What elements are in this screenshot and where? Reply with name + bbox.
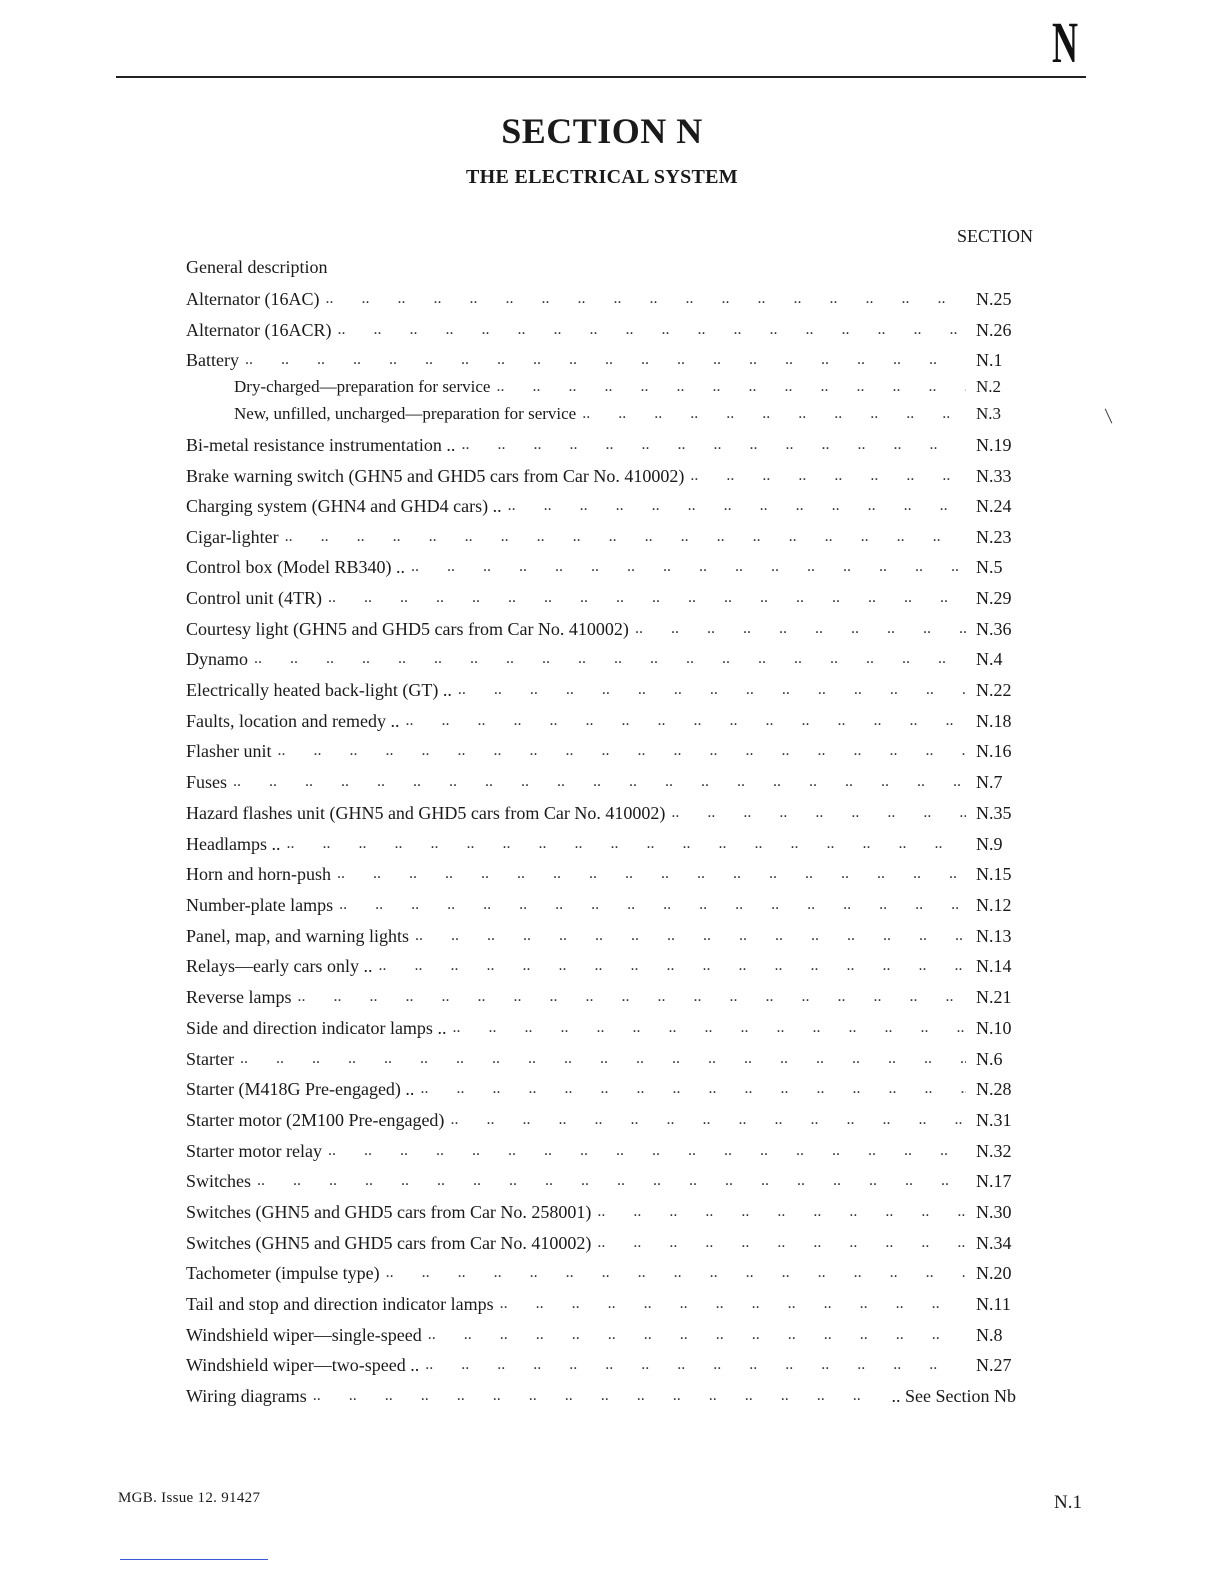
toc-entry-section-ref: N.8 [976,1325,1003,1345]
dot-leader [405,710,966,732]
toc-entry-section-ref: N.16 [976,741,1012,761]
toc-entry [186,430,1016,456]
toc-entry [186,315,1016,341]
dot-leader [245,349,966,371]
toc-entry-section-ref: N.24 [976,496,1012,516]
toc-entry [186,1136,1016,1162]
toc-entry [186,252,1016,278]
dot-leader [297,986,966,1008]
dot-leader [333,256,966,278]
toc-entry-label: Courtesy light (GHN5 and GHD5 cars from Car No. 410002) [186,619,629,639]
toc-entry [186,1166,1016,1192]
toc-entry-section-ref: N.14 [976,956,1012,976]
toc-entry-section-ref: N.5 [976,557,1003,577]
footer-page-number: N.1 [1054,1492,1082,1513]
toc-entry-label: Cigar-lighter [186,527,279,547]
toc-entry-section-ref: .. See Section Nb [891,1386,1016,1406]
toc-entry-section-ref: N.33 [976,466,1012,486]
toc-entry-section-ref: N.15 [976,864,1012,884]
dot-leader [597,1232,966,1254]
dot-leader [428,1324,966,1346]
toc-entry-section-ref: N.25 [976,289,1012,309]
toc-entry [186,1013,1016,1039]
toc-entry-label: Electrically heated back-light (GT) .. [186,680,452,700]
toc-entry-label: Starter motor (2M100 Pre-engaged) [186,1110,445,1130]
toc-entry-section-ref: N.21 [976,987,1012,1007]
toc-entry-label: Tachometer (impulse type) [186,1263,380,1283]
toc-entry [186,982,1016,1008]
dot-leader [285,526,966,548]
dot-leader [458,679,966,701]
dot-leader [240,1048,966,1070]
toc-entry-label: Starter motor relay [186,1141,322,1161]
toc-entry-label: Fuses [186,772,228,792]
section-column-heading: SECTION [957,226,1033,246]
toc-entry-section-ref: N.4 [976,649,1003,669]
toc-entry-section-ref: N.28 [976,1079,1012,1099]
toc-entry-section-ref: N.32 [976,1141,1012,1161]
toc-entry-section-ref: N.3 [976,404,1002,423]
toc-entry [186,921,1016,947]
toc-entry [186,461,1016,487]
toc-entry [186,345,1016,371]
toc-entry-section-ref: N.20 [976,1263,1012,1283]
toc-entry [186,1350,1016,1376]
footer-link-underline [120,1559,268,1560]
dot-leader [415,925,966,947]
toc-entry-label: Headlamps .. [186,834,281,854]
dot-leader [690,465,966,487]
dot-leader [582,403,966,425]
dot-leader [337,319,966,341]
toc-entry-section-ref: N.11 [976,1294,1011,1314]
toc-entry [186,1258,1016,1284]
dot-leader [386,1262,966,1284]
toc-entry-label: Dry-charged—preparation for service [234,377,491,396]
toc-entry-section-ref: N.23 [976,527,1012,547]
toc-entry-label: Control unit (4TR) [186,588,322,608]
toc-entry [186,491,1016,517]
toc-entry-section-ref: N.12 [976,895,1012,915]
toc-entry-label: Alternator (16ACR) [186,320,332,340]
toc-entry [186,951,1016,977]
toc-entry [186,1381,1016,1407]
toc-entry-section-ref: N.34 [976,1233,1012,1253]
toc-entry-label: Side and direction indicator lamps .. [186,1018,447,1038]
toc-entry [186,614,1016,640]
toc-entry-section-ref: N.26 [976,320,1012,340]
toc-entry [186,1320,1016,1346]
dot-leader [461,434,966,456]
toc-entry-section-ref: N.7 [976,772,1003,792]
toc-entry-label: Panel, map, and warning lights [186,926,409,946]
dot-leader [378,955,966,977]
toc-entry-section-ref: N.27 [976,1355,1012,1375]
page-subtitle: THE ELECTRICAL SYSTEM [466,166,738,188]
toc-entry [186,1044,1016,1070]
dot-leader [328,1140,966,1162]
dot-leader [508,495,966,517]
toc-entry [186,706,1016,732]
section-corner-letter: N [1052,10,1078,75]
toc-entry [186,890,1016,916]
dot-leader [254,648,966,670]
toc-entry-section-ref: N.10 [976,1018,1012,1038]
toc-entry-section-ref: N.29 [976,588,1012,608]
toc-entry-label: Charging system (GHN4 and GHD4 cars) .. [186,496,502,516]
dot-leader [450,1109,966,1131]
toc-entry-section-ref: N.36 [976,619,1012,639]
toc-entry-label: Control box (Model RB340) .. [186,557,405,577]
toc-entry-section-ref: N.6 [976,1049,1003,1069]
toc-entry-label: Hazard flashes unit (GHN5 and GHD5 cars from Car No. 410002) [186,803,666,823]
toc-entry-label: Flasher unit [186,741,272,761]
toc-entry-label: Switches (GHN5 and GHD5 cars from Car No. 410002) [186,1233,592,1253]
toc-entry-label: Tail and stop and direction indicator lamps [186,1294,494,1314]
dot-leader [286,833,966,855]
toc-entry-section-ref: N.19 [976,435,1012,455]
toc-entry-section-ref: N.18 [976,711,1012,731]
toc-entry-label: Starter [186,1049,234,1069]
toc-entry-label: Horn and horn-push [186,864,331,884]
dot-leader [635,618,966,640]
toc-entry [186,736,1016,762]
toc-entry-section-ref: N.2 [976,377,1002,396]
toc-entry-section-ref: N.22 [976,680,1012,700]
toc-entry-label: General description [186,257,328,277]
dot-leader [328,587,966,609]
toc-entry [186,583,1016,609]
dot-leader [420,1078,966,1100]
dot-leader [500,1293,966,1315]
dot-leader [452,1017,966,1039]
toc-entry [186,859,1016,885]
toc-entry [186,1074,1016,1100]
toc-entry-label: Brake warning switch (GHN5 and GHD5 cars from Car No. 410002) [186,466,685,486]
toc-entry [186,1228,1016,1254]
dot-leader [597,1201,966,1223]
toc-entry-label: Reverse lamps [186,987,292,1007]
toc-entry-label: Battery [186,350,239,370]
toc-entry-section-ref: N.1 [976,350,1003,370]
toc-entry-label: Windshield wiper—two-speed .. [186,1355,420,1375]
page-title: SECTION N [501,111,703,151]
dot-leader [671,802,966,824]
toc-entry-label: Dynamo [186,649,248,669]
dot-leader [496,376,966,398]
dot-leader [325,288,966,310]
toc-entry-section-ref: N.31 [976,1110,1012,1130]
toc-entry-label: New, unfilled, uncharged—preparation for service [234,404,577,423]
toc-entry-section-ref: N.35 [976,803,1012,823]
toc-entry [186,767,1016,793]
toc-entry [186,552,1016,578]
dot-leader [313,1385,882,1407]
dot-leader [425,1354,966,1376]
toc-entry-label: Windshield wiper—single-speed [186,1325,422,1345]
toc-entry-label: Starter (M418G Pre-engaged) .. [186,1079,415,1099]
toc-entry-label: Faults, location and remedy .. [186,711,400,731]
toc-entry-section-ref: N.17 [976,1171,1012,1191]
toc-entry [186,522,1016,548]
dot-leader [337,863,966,885]
toc-entry [234,399,1016,425]
toc-entry [234,372,1016,398]
dot-leader [411,556,966,578]
toc-entry [186,1197,1016,1223]
toc-entry [186,675,1016,701]
dot-leader [278,740,967,762]
toc-entry [186,644,1016,670]
toc-entry-label: Switches [186,1171,251,1191]
toc-entry [186,284,1016,310]
dot-leader [339,894,966,916]
toc-entry [186,1105,1016,1131]
dot-leader [233,771,966,793]
toc-entry-label: Bi-metal resistance instrumentation .. [186,435,456,455]
toc-entry-section-ref: N.30 [976,1202,1012,1222]
toc-entry-label: Wiring diagrams [186,1386,307,1406]
dot-leader [257,1170,966,1192]
toc-entry-label: Alternator (16AC) [186,289,320,309]
toc-entry [186,798,1016,824]
toc-entry-section-ref: N.13 [976,926,1012,946]
toc-entry-label: Relays—early cars only .. [186,956,373,976]
toc-entry-section-ref: N.9 [976,834,1003,854]
toc-entry-label: Switches (GHN5 and GHD5 cars from Car No. 258001) [186,1202,592,1222]
toc-entry-label: Number-plate lamps [186,895,334,915]
toc-entry [186,829,1016,855]
toc-entry [186,1289,1016,1315]
footer-issue-info: MGB. Issue 12. 91427 [118,1490,261,1506]
